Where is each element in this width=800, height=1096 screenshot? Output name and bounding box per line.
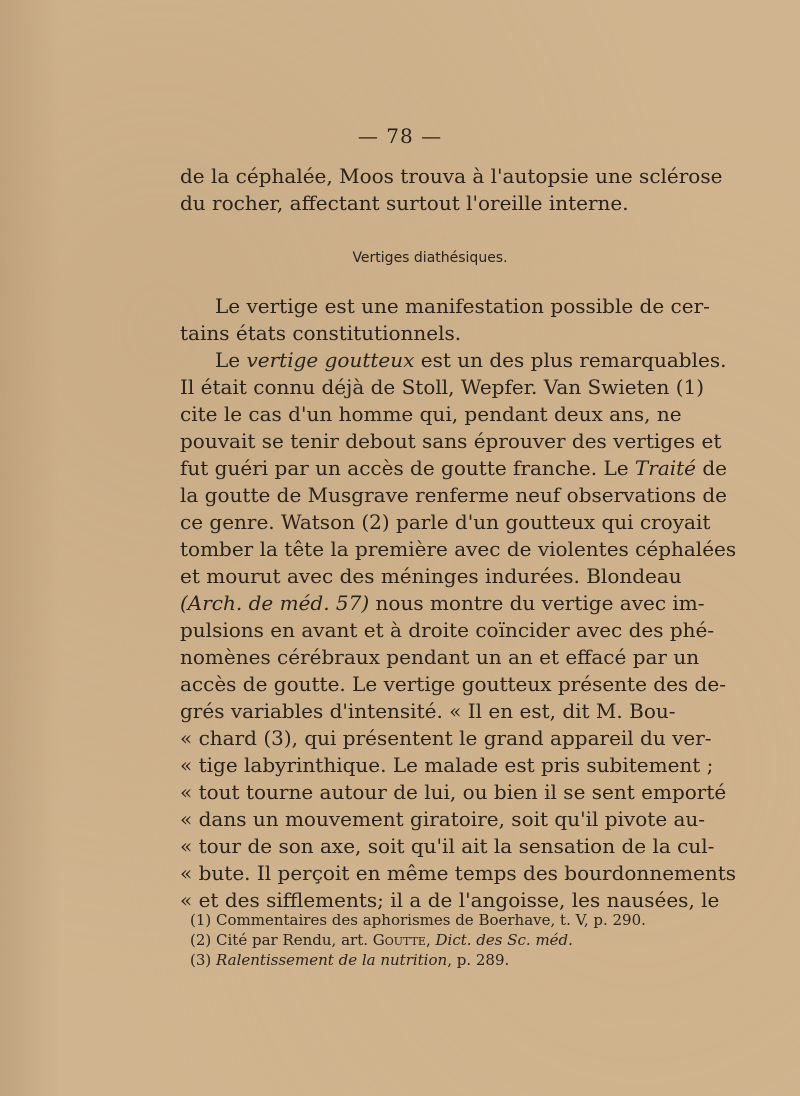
text-line: pouvait se tenir debout sans éprouver des vertiges et [180, 429, 722, 453]
text-line: tomber la tête la première avec de violentes céphalées [180, 537, 737, 561]
small-caps-term: Goutte [372, 931, 426, 949]
text-run: (2) Cité par Rendu, art. [190, 931, 373, 949]
text-line: « bute. Il perçoit en même temps des bourdonnements [180, 861, 737, 885]
footnote-1: (1) Commentaires des aphorismes de Boerhave, t. V, p. 290. [190, 911, 646, 929]
text-line: Il était connu déjà de Stoll, Wepfer. Van Swieten (1) [180, 375, 705, 399]
text-run: , p. 289. [447, 951, 510, 969]
footnotes [190, 910, 650, 970]
text-run: (3) [190, 951, 217, 969]
text-line: « et des sifflements; il a de l'angoisse, les nausées, le [180, 888, 720, 912]
emphasis: (Arch. de méd. 57) [180, 591, 370, 615]
text-line: et mourut avec des méninges indurées. Blondeau [180, 564, 682, 588]
text-line: « dans un mouvement giratoire, soit qu'il pivote au- [180, 807, 706, 831]
text-line: accès de goutte. Le vertige goutteux présente des de- [180, 672, 726, 696]
emphasis: Ralentissement de la nutrition [216, 951, 448, 969]
text-line: « tige labyrinthique. Le malade est pris subitement ; [180, 753, 714, 777]
text-line: tains états constitutionnels. [180, 321, 462, 345]
text-line: « tout tourne autour de lui, ou bien il se sent emporté [180, 780, 727, 804]
text-line: grés variables d'intensité. « Il en est, dit M. Bou- [180, 699, 676, 723]
text-run: fut guéri par un accès de goutte franche. Le [180, 456, 635, 480]
text-run: Le [215, 348, 247, 372]
text-line: Le vertige est une manifestation possible de cer- [215, 294, 710, 318]
continuation-paragraph [180, 163, 723, 217]
text-line [180, 590, 705, 617]
text-line: la goutte de Musgrave renferme neuf observations de [180, 483, 728, 507]
text-run: de [696, 456, 728, 480]
footnote-3 [190, 950, 650, 970]
text-line: cite le cas d'un homme qui, pendant deux ans, ne [180, 402, 682, 426]
text-line [180, 455, 728, 482]
text-line: nomènes cérébraux pendant un an et effacé par un [180, 645, 700, 669]
text-line: « chard (3), qui présentent le grand appareil du ver- [180, 726, 712, 750]
text-line: ce genre. Watson (2) parle d'un goutteux qui croyait [180, 510, 711, 534]
emphasis: Dict. des Sc. méd. [435, 931, 573, 949]
text-run: , [425, 931, 436, 949]
text-line: pulsions en avant et à droite coïncider avec des phé- [180, 618, 715, 642]
text-line: « tour de son axe, soit qu'il ait la sensation de la cul- [180, 834, 715, 858]
footnote-2 [190, 930, 650, 950]
section-title: Vertiges diathésiques. [352, 250, 508, 266]
text-run: nous montre du vertige avec im- [369, 591, 705, 615]
page-number: — 78 — [357, 124, 443, 148]
body-text [180, 293, 737, 914]
emphasis: Traité [634, 456, 697, 480]
text-line: du rocher, affectant surtout l'oreille interne. [180, 191, 629, 215]
text-line: de la céphalée, Moos trouva à l'autopsie une sclérose [180, 164, 723, 188]
text-run: est un des plus remarquables. [414, 348, 727, 372]
emphasis: vertige goutteux [246, 348, 415, 372]
text-line [180, 347, 727, 374]
